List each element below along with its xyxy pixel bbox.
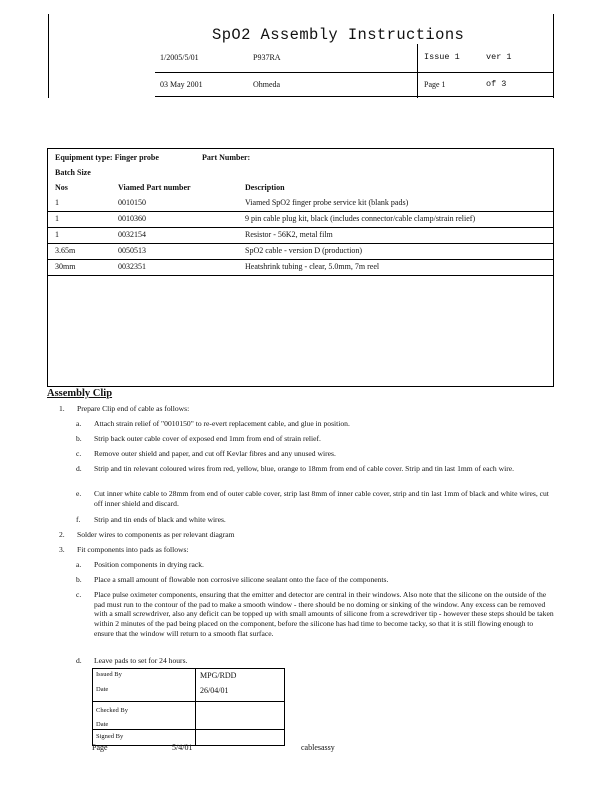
- row-nos: 1: [55, 214, 59, 223]
- step-text: Cut inner white cable to 28mm from end of outer cable cover, strip last 8mm of inner cable cover, strip and tin last 1mm of black and white wires, cut off inner shield and discard.: [94, 489, 549, 508]
- step-text: Strip back outer cable cover of exposed end 1mm from end of strain relief.: [94, 434, 321, 443]
- doc-date: 03 May 2001: [160, 80, 203, 89]
- signoff-value: 26/04/01: [200, 686, 229, 695]
- step-number: 1.: [59, 404, 65, 413]
- column-header-description: Description: [245, 183, 285, 192]
- signoff-label: Date: [96, 686, 109, 693]
- column-header-nos: Nos: [55, 183, 68, 192]
- row-nos: 3.65m: [55, 246, 76, 255]
- step-text: Remove outer shield and paper, and cut off Kevlar fibres and any unused wires.: [94, 449, 336, 458]
- row-part: 0050513: [118, 246, 146, 255]
- header-row-divider: [155, 72, 553, 73]
- step-number: 3.: [59, 545, 65, 554]
- step-text: Strip and tin relevant coloured wires from red, yellow, blue, orange to 18mm from end of cable cover. Strip and tin last 1mm of each wire.: [94, 464, 514, 473]
- row-part: 0010150: [118, 198, 146, 207]
- step-number: a.: [76, 419, 82, 428]
- step-text: Strip and tin ends of black and white wires.: [94, 515, 226, 524]
- step-text: Place a small amount of flowable non corrosive silicone sealant onto the face of the components.: [94, 575, 389, 584]
- signoff-label: Issued By: [96, 671, 122, 678]
- table-row: [48, 212, 553, 226]
- table-row: [48, 244, 553, 258]
- step-text: Leave pads to set for 24 hours.: [94, 656, 188, 665]
- row-description: 9 pin cable plug kit, black (includes connector/cable clamp/strain relief): [245, 214, 476, 223]
- header-bottom-line: [155, 96, 553, 97]
- table-row: [48, 196, 553, 210]
- signoff-row-divider: [93, 729, 284, 730]
- equipment-type: Equipment type: Finger probe: [55, 153, 159, 162]
- part-code: P937RA: [253, 53, 281, 62]
- step-number: e.: [76, 489, 82, 498]
- page-count: of 3: [486, 79, 507, 89]
- step-text: Position components in drying rack.: [94, 560, 204, 569]
- step-number: f.: [76, 515, 81, 524]
- step-text: Attach strain relief of "0010150" to re-evert replacement cable, and glue in position.: [94, 419, 350, 428]
- row-description: Resistor - 56K2, metal film: [245, 230, 333, 239]
- footer-file: cablesassy: [301, 743, 335, 752]
- row-divider: [48, 275, 553, 276]
- step-number: b.: [76, 434, 82, 443]
- signoff-label: Date: [96, 721, 109, 728]
- column-header-part: Viamed Part number: [118, 183, 191, 192]
- equipment-table: [47, 148, 554, 387]
- part-number-label: Part Number:: [202, 153, 251, 162]
- step-number: b.: [76, 575, 82, 584]
- doc-author: Ohmeda: [253, 80, 281, 89]
- step-text: Place pulse oximeter components, ensuring that the emitter and detector are central in their windows. Also note that the silicone on the outside of the pad must run to the contour of the pad to make a smooth window - there should be no doming or sinking of the window. Any excess can be removed with a small screwdriver, also any deficit can be topped up with small amounts of silicone from a screwdriver tip - however these steps should be taken within 2 minutes of the pad being placed on the component, before the silicone has had time to become tacky, so that it is still flowing enough to ensure that the window will return to a smooth flat surface.: [94, 590, 554, 638]
- table-row: [48, 260, 553, 274]
- table-row: [48, 228, 553, 242]
- row-nos: 30mm: [55, 262, 76, 271]
- header-right-border: [553, 14, 554, 98]
- batch-size-label: Batch Size: [55, 168, 91, 177]
- step-number: c.: [76, 449, 82, 458]
- document-title: SpO2 Assembly Instructions: [212, 26, 465, 44]
- step-number: 2.: [59, 530, 65, 539]
- step-number: d.: [76, 656, 82, 665]
- section-title: Assembly Clip: [47, 388, 113, 399]
- step-text: Solder wires to components as per relevant diagram: [77, 530, 235, 539]
- row-description: SpO2 cable - version D (production): [245, 246, 363, 255]
- row-description: Viamed SpO2 finger probe service kit (blank pads): [245, 198, 409, 207]
- signoff-row-divider: [93, 701, 284, 702]
- footer-date: 5/4/01: [172, 743, 193, 752]
- step-number: d.: [76, 464, 82, 473]
- version-label: ver 1: [486, 52, 512, 62]
- step-text: Prepare Clip end of cable as follows:: [77, 404, 190, 413]
- table-header-row: [48, 181, 553, 195]
- signoff-value: MPG/RDD: [200, 671, 237, 680]
- header-left-border: [48, 14, 49, 98]
- doc-id: 1/2005/5/01: [160, 53, 199, 62]
- signoff-label: Checked By: [96, 707, 128, 714]
- row-nos: 1: [55, 198, 59, 207]
- row-part: 0032351: [118, 262, 146, 271]
- footer-page-label: Page: [92, 743, 108, 752]
- signoff-table: [92, 668, 285, 746]
- step-number: a.: [76, 560, 82, 569]
- page-label: Page 1: [424, 80, 446, 89]
- header-divider: [417, 44, 418, 98]
- step-text: Fit components into pads as follows:: [77, 545, 189, 554]
- row-part: 0032154: [118, 230, 146, 239]
- row-description: Heatshrink tubing - clear, 5.0mm, 7m reel: [245, 262, 380, 271]
- issue-label: Issue 1: [424, 52, 460, 62]
- row-nos: 1: [55, 230, 59, 239]
- row-part: 0010360: [118, 214, 146, 223]
- step-number: c.: [76, 590, 82, 599]
- signoff-label: Signed By: [96, 733, 124, 740]
